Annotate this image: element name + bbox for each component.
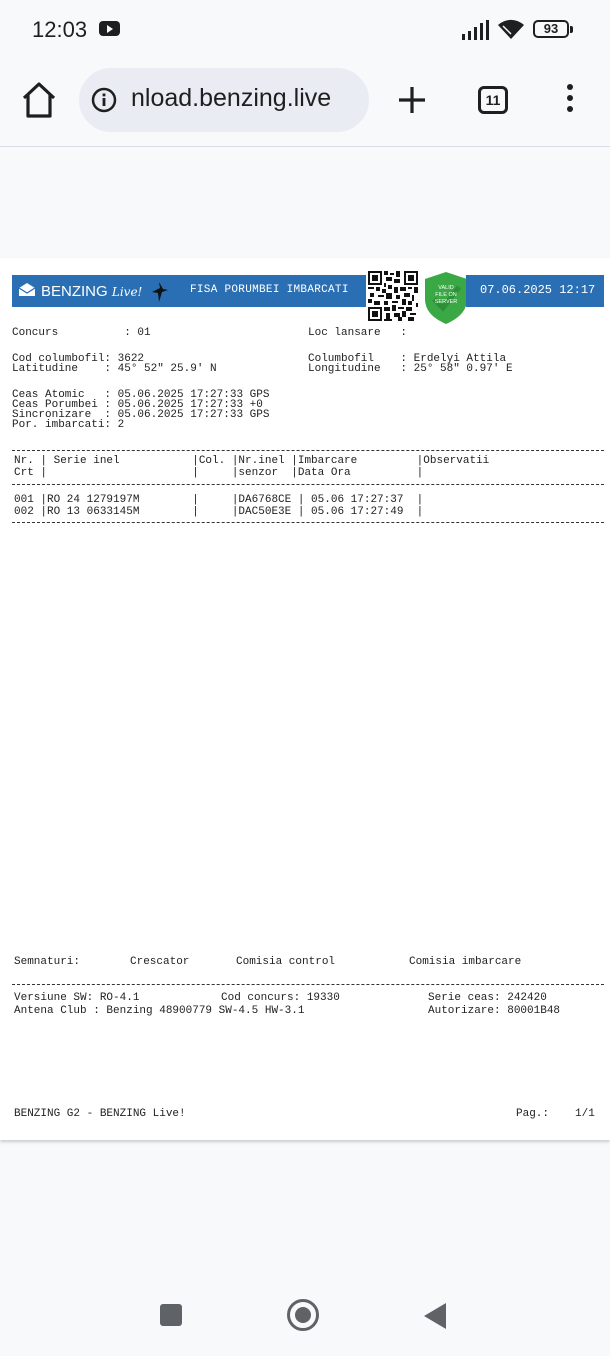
svg-text:SERVER: SERVER [434,299,458,305]
field-ceas-porumbei: Ceas Porumbei : 05.06.2025 17:27:33 +0 [12,399,263,411]
qr-code-icon [368,271,418,321]
toolbar-divider [0,146,610,147]
info-icon[interactable] [91,87,117,113]
signature-comisia-control: Comisia control [236,956,336,968]
svg-text:FILE ON: FILE ON [435,292,457,298]
address-bar[interactable] [79,68,369,132]
battery-icon: 93 [533,20,569,38]
back-icon[interactable] [424,1303,446,1329]
table-header-line-1: Nr. | Serie inel |Col. |Nr.inel |Imbarcare |Observatii [14,455,490,467]
battery-tip [570,26,573,33]
banner-left [12,275,366,307]
new-tab-icon[interactable] [396,84,428,116]
report-banner [12,275,604,307]
signal-icon [462,20,490,40]
table-top-rule [12,450,604,451]
page-number-label: Pag.: [516,1108,550,1120]
recents-icon[interactable] [160,1304,182,1326]
signature-crescator: Crescator [130,956,190,968]
table-row: 001 |RO 24 1279197M | |DA6768CE | 05.06 17:27:37 | [14,494,424,506]
pigeon-icon [150,280,170,304]
system-nav-bar [0,1270,610,1356]
envelope-icon [18,283,36,297]
field-longitudine: Longitudine : 25° 58" 0.97' E [308,363,513,375]
antena-club: Antena Club : Benzing 48900779 SW-4.5 HW-3.1 [14,1005,305,1017]
status-bar [0,0,610,60]
footer-rule [12,984,604,985]
field-sincronizare: Sincronizare : 05.06.2025 17:27:33 GPS [12,409,270,421]
serie-ceas: Serie ceas: 242420 [428,992,547,1004]
svg-text:VALID: VALID [438,285,454,291]
more-menu-icon[interactable] [564,84,576,118]
cod-concurs: Cod concurs: 19330 [221,992,340,1004]
report-title: FISA PORUMBEI IMBARCATI [190,284,349,296]
clock: 12:03 [32,17,88,42]
field-concurs: Concurs : 01 [12,327,151,339]
benzing-logo: BENZING Live! [41,283,143,300]
field-latitudine: Latitudine : 45° 52" 25.9' N [12,363,217,375]
field-columbofil: Columbofil : Erdelyi Attila [308,353,507,365]
page-number: 1/1 [575,1108,595,1120]
field-ceas-atomic: Ceas Atomic : 05.06.2025 17:27:33 GPS [12,389,270,401]
browser-toolbar [0,60,610,146]
banner-right [466,275,604,307]
report-datetime: 07.06.2025 12:17 [480,283,596,297]
signature-comisia-imbarcare: Comisia imbarcare [409,956,522,968]
field-por-imbarcati: Por. imbarcati: 2 [12,419,125,431]
table-bottom-rule [12,522,604,523]
tab-switcher-button[interactable]: 11 [478,86,508,114]
signatures-label: Semnaturi: [14,956,81,968]
field-cod-columbofil: Cod columbofil: 3622 [12,353,145,365]
autorizare: Autorizare: 80001B48 [428,1005,561,1017]
wifi-icon [497,18,525,40]
pdf-page [0,258,610,1140]
page-footer-left: BENZING G2 - BENZING Live! [14,1108,186,1120]
versiune-sw: Versiune SW: RO-4.1 [14,992,140,1004]
home-icon[interactable] [20,80,58,120]
field-loc-lansare: Loc lansare : [308,327,408,339]
table-header-line-2: Crt | | |senzor |Data Ora | [14,467,424,479]
table-row: 002 |RO 13 0633145M | |DAC50E3E | 05.06 17:27:49 | [14,506,424,518]
url-text[interactable]: nload.benzing.live [131,84,332,112]
home-nav-icon[interactable] [287,1299,319,1331]
valid-file-shield-icon [424,271,468,325]
table-header-rule [12,484,604,485]
youtube-notification-icon [99,21,120,36]
